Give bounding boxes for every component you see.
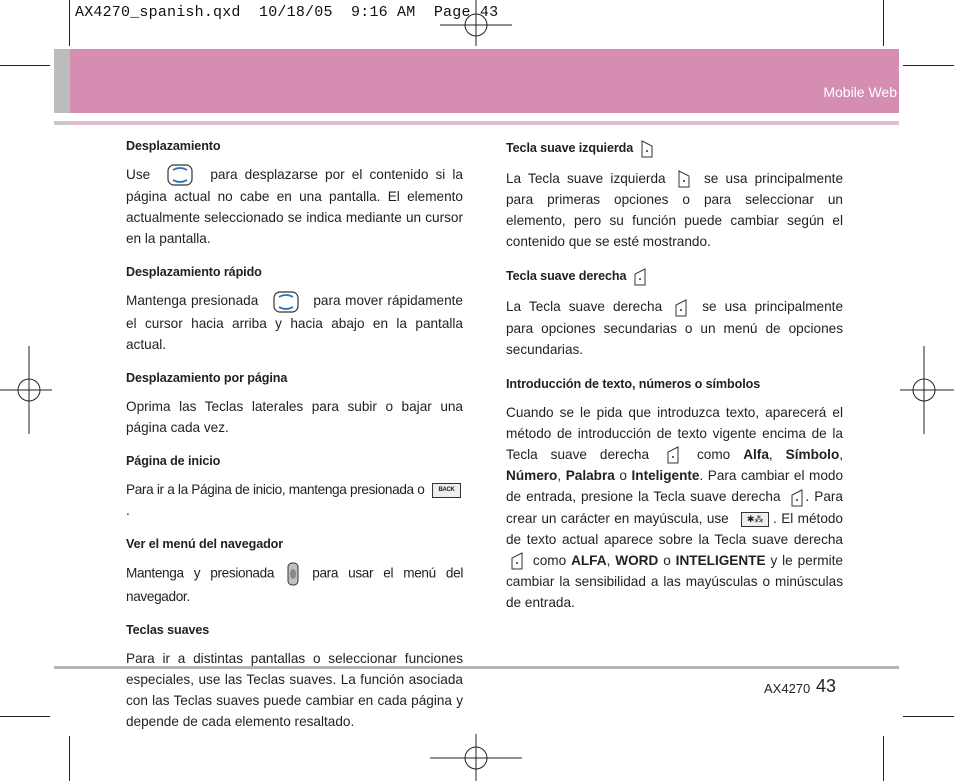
text: como [696,446,731,462]
section-title: Mobile Web [823,84,897,100]
page-number: 43 [816,676,837,696]
heading-desplazamiento-rapido: Desplazamiento rápido [126,265,262,280]
text: se usa principalmente para opciones secundarias o un menú de opciones secundarias. [506,299,843,357]
text: o [619,468,627,484]
footer-model: AX4270 [764,681,811,696]
text: . Para cambiar el modo de entrada, presione la Tecla suave derecha [506,468,844,505]
mode-numero: Número [506,468,558,484]
header-band-tab [54,49,70,113]
text: para usar el menú del navegador. [126,565,463,604]
text: , [557,468,562,484]
paragraph-desplazamiento [126,164,463,249]
text: se usa principalmente para primeras opciones o para seleccionar un elemento, pero su función puede cambiar según el contenido que se esté mostrando. [506,171,844,250]
right-soft-key-icon [790,488,804,508]
crop-mark [69,736,70,781]
right-soft-key-icon [633,267,647,287]
text: . [126,502,130,518]
crop-mark [0,716,50,717]
heading-text: Tecla suave izquierda [506,141,634,155]
heading-introduccion-texto: Introducción de texto, números o símbolos [506,376,761,391]
text: , [768,446,773,462]
header-rule [54,121,899,125]
heading-menu-navegador: Ver el menú del navegador [126,536,284,551]
text: , [606,552,611,568]
right-soft-key-icon [510,551,524,571]
registration-mark-left [0,346,52,434]
print-slug: AX4270_spanish.qxd 10/18/05 9:16 AM Page 43 [75,4,499,21]
text: Use [126,167,151,182]
crop-mark [883,736,884,781]
header-band [70,49,899,113]
back-key-label: BACK [438,486,455,493]
registration-mark-right [900,346,954,434]
mode-simbolo: Símbolo [785,446,840,462]
heading-desplazamiento-pagina: Desplazamiento por página [126,370,288,385]
star-key-label: ✱⁂ [746,513,764,524]
crop-mark [903,65,954,66]
navigation-key-icon [273,291,299,313]
navigation-key-icon [167,164,193,186]
text: Cuando se le pida que introduzca texto, aparecerá el método de introducción de texto vigente encima de la Tecla suave derecha [506,404,843,462]
heading-pagina-inicio: Página de inicio [126,453,221,468]
right-column [506,138,843,626]
header-rule-tab [54,121,70,125]
text: Mantenga presionada [126,293,259,309]
text: para desplazarse por el contenido si la página actual no cabe en una pantalla. El elemento actualmente seleccionado se indica mediante un cursor en la pantalla. [126,167,463,247]
heading-desplazamiento: Desplazamiento [126,139,221,153]
mode-word: WORD [615,552,659,568]
mode-palabra: Palabra [565,468,615,484]
crop-mark [903,716,954,717]
text: La Tecla suave izquierda [506,171,666,186]
text: . Para crear un carácter en mayúscula, use [506,489,843,526]
heading-text: Tecla suave derecha [506,269,627,284]
text: Mantenga y presionada [126,565,275,581]
mode-alfa-caps: ALFA [571,552,607,568]
crop-mark [69,0,70,46]
side-key-icon [287,562,299,586]
back-key-icon [432,483,461,498]
paragraph-tecla-derecha [506,296,843,359]
paragraph-pagina-inicio [126,479,463,521]
right-soft-key-icon [674,298,688,318]
text: . El método de texto actual aparece sobre la Tecla suave derecha [506,510,843,547]
heading-tecla-izquierda [506,138,843,159]
left-soft-key-icon [677,169,691,189]
paragraph-introduccion-texto [506,402,843,613]
paragraph-teclas-suaves: Para ir a distintas pantallas o seleccionar funciones especiales, use las Teclas suaves. La función asociada con las Teclas suaves puede cambiar en cada página y depende de cada elemento resaltado. [126,650,463,729]
text: para mover rápidamente el cursor hacia arriba y hacia abajo en la pantalla actual. [126,293,463,352]
text: como [532,552,567,568]
crop-mark [0,65,50,66]
registration-mark-top [440,0,512,46]
paragraph-menu-navegador [126,562,463,607]
right-soft-key-icon [666,445,680,465]
paragraph-desplazamiento-rapido [126,290,463,354]
text: , [839,446,844,462]
paragraph-tecla-izquierda [506,168,843,252]
mode-alfa: Alfa [743,446,769,462]
heading-tecla-derecha [506,266,843,287]
star-key-icon [741,512,769,527]
text: y le permite cambiar la sensibilidad a las mayúsculas o minúsculas de entrada. [506,552,843,611]
heading-teclas-suaves: Teclas suaves [126,622,210,637]
footer-rule [54,666,899,669]
text: La Tecla suave derecha [506,299,663,315]
paragraph-desplazamiento-pagina: Oprima las Teclas laterales para subir o bajar una página cada vez. [126,398,463,435]
mode-inteligente-caps: INTELIGENTE [675,552,766,568]
left-column [126,136,463,745]
mode-inteligente: Inteligente [631,468,700,484]
text: o [663,552,671,568]
text: Para ir a la Página de inicio, mantenga presionada o [126,481,425,497]
crop-mark [883,0,884,46]
left-soft-key-icon [640,139,654,159]
